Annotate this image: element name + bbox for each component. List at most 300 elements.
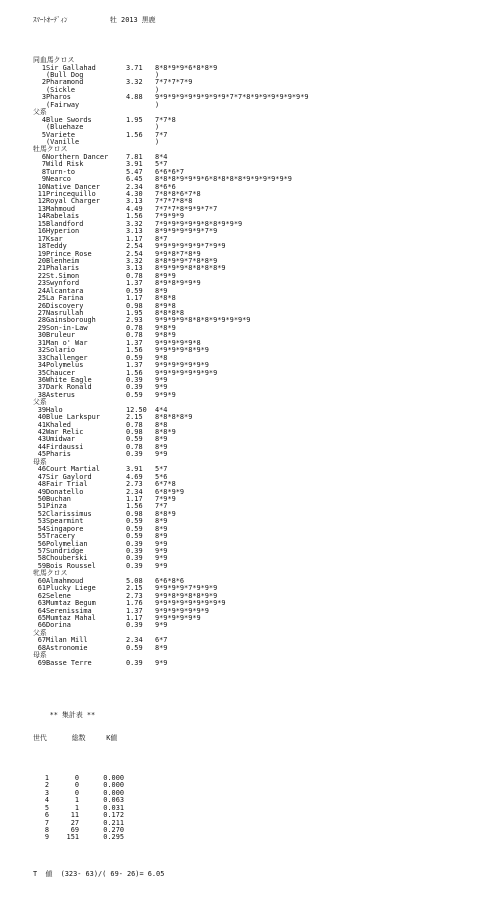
cross-pattern: 6*7*8 bbox=[155, 480, 176, 489]
generation-cell: 6 bbox=[44, 811, 49, 820]
cross-name: Khaled bbox=[46, 420, 71, 429]
cross-name: Asterus bbox=[46, 390, 76, 399]
cross-pattern: 7*9*9 bbox=[155, 494, 176, 503]
cross-value: 3.32 bbox=[126, 78, 143, 87]
cross-value: 1.56 bbox=[126, 368, 143, 377]
cross-value: 7.81 bbox=[126, 152, 143, 161]
cross-pattern: 8*8*8*8*9 bbox=[155, 413, 193, 422]
cross-pattern: 8*4 bbox=[155, 152, 168, 161]
cross-value: 1.76 bbox=[126, 599, 143, 608]
cross-value: 12.50 bbox=[126, 405, 147, 414]
cross-pattern: 8*9 bbox=[155, 286, 168, 295]
cross-name: Court Martial bbox=[46, 465, 100, 474]
cross-name: Gainsborough bbox=[46, 316, 96, 325]
cross-index: 21 bbox=[37, 264, 46, 273]
cross-pattern: 5*7 bbox=[155, 465, 168, 474]
cross-pattern: 8*8*8*8 bbox=[155, 309, 185, 318]
sub-cross-close: ) bbox=[155, 137, 160, 146]
cross-pattern: 9*8 bbox=[155, 353, 168, 362]
cross-index: 26 bbox=[37, 301, 46, 310]
cross-row bbox=[33, 496, 309, 503]
cross-name: Mumtaz Begum bbox=[46, 599, 96, 608]
summary-row bbox=[33, 775, 309, 782]
cross-name: Singapore bbox=[46, 524, 84, 533]
cross-name: Phalaris bbox=[46, 264, 80, 273]
cross-value: 2.34 bbox=[126, 636, 143, 645]
cross-pattern: 8*8*9 bbox=[155, 428, 176, 437]
cross-row bbox=[33, 563, 309, 570]
cross-value: 1.56 bbox=[126, 502, 143, 511]
summary-row bbox=[33, 827, 309, 834]
cross-index: 62 bbox=[37, 591, 46, 600]
cross-name: Tracery bbox=[46, 532, 76, 541]
cross-index: 31 bbox=[37, 338, 46, 347]
cross-index: 13 bbox=[37, 204, 46, 213]
cross-name: Swynford bbox=[46, 279, 80, 288]
cross-index: 45 bbox=[37, 450, 46, 459]
cross-index: 11 bbox=[37, 190, 46, 199]
cross-name: Solario bbox=[46, 346, 76, 355]
cross-pattern: 6*6*8*6 bbox=[155, 576, 185, 585]
cross-value: 2.15 bbox=[126, 413, 143, 422]
k-value-cell: 0.172 bbox=[103, 811, 124, 820]
k-value-cell: 0.063 bbox=[103, 796, 124, 805]
total-cell: 0 bbox=[74, 773, 79, 782]
cross-pattern: 9*8*9 bbox=[155, 323, 176, 332]
cross-name: Buchan bbox=[46, 494, 71, 503]
cross-pattern: 9*9*9*9*9*9*7*9*9 bbox=[155, 242, 226, 251]
cross-index: 44 bbox=[37, 442, 46, 451]
generation-cell: 9 bbox=[44, 833, 49, 842]
cross-name: Pinza bbox=[46, 502, 67, 511]
cross-name: Challenger bbox=[46, 353, 88, 362]
cross-name: Discovery bbox=[46, 301, 84, 310]
cross-pattern: 9*9 bbox=[155, 539, 168, 548]
k-value-cell: 0.295 bbox=[103, 833, 124, 842]
summary-row bbox=[33, 834, 309, 841]
cross-pattern: 9*9 bbox=[155, 554, 168, 563]
cross-value: 1.37 bbox=[126, 338, 143, 347]
cross-value: 0.78 bbox=[126, 271, 143, 280]
cross-name: St.Simon bbox=[46, 271, 80, 280]
k-value-cell: 0.211 bbox=[103, 818, 124, 827]
generation-cell: 3 bbox=[44, 788, 49, 797]
cross-pattern: 7*9*9*9*9*9*8*8*9*9*9 bbox=[155, 219, 243, 228]
cross-name: Plucky Liege bbox=[46, 584, 96, 593]
cross-value: 6.45 bbox=[126, 175, 143, 184]
cross-value: 3.13 bbox=[126, 264, 143, 273]
cross-pattern: 9*9 bbox=[155, 658, 168, 667]
cross-name: Spearmint bbox=[46, 517, 84, 526]
cross-value: 2.93 bbox=[126, 316, 143, 325]
cross-name: Princequillo bbox=[46, 190, 96, 199]
cross-pattern: 8*9 bbox=[155, 442, 168, 451]
generation-cell: 7 bbox=[44, 818, 49, 827]
cross-index: 15 bbox=[37, 219, 46, 228]
section-label: 牡馬クロス bbox=[33, 145, 68, 154]
cross-value: 0.59 bbox=[126, 390, 143, 399]
cross-pattern: 8*9*9*9*8*8*8*8*9 bbox=[155, 264, 226, 273]
section-label: 父系 bbox=[33, 108, 47, 117]
k-value-cell: 0.000 bbox=[103, 781, 124, 790]
summary-row bbox=[33, 782, 309, 789]
cross-value: 0.78 bbox=[126, 331, 143, 340]
cross-name: Sir Gaylord bbox=[46, 472, 92, 481]
cross-pattern: 6*8*9*9 bbox=[155, 487, 185, 496]
cross-index: 32 bbox=[37, 346, 46, 355]
cross-pattern: 7*7 bbox=[155, 130, 168, 139]
cross-pattern: 9*9 bbox=[155, 450, 168, 459]
cross-index: 60 bbox=[37, 576, 46, 585]
report-header bbox=[33, 17, 309, 24]
cross-pattern: 9*9*9*9*9*8 bbox=[155, 338, 201, 347]
cross-pattern: 7*7*7*7*9 bbox=[155, 78, 193, 87]
cross-pattern: 9*9*9*9*9*9*9*9*9*7*7*8*9*9*9*9*9*9*9 bbox=[155, 93, 309, 102]
cross-row bbox=[33, 451, 309, 458]
cross-row bbox=[33, 622, 309, 629]
cross-index: 16 bbox=[37, 227, 46, 236]
sub-cross-name: (Sickle bbox=[46, 85, 76, 94]
cross-index: 14 bbox=[37, 212, 46, 221]
cross-value: 3.13 bbox=[126, 227, 143, 236]
total-cell: 27 bbox=[70, 818, 79, 827]
cross-value: 0.59 bbox=[126, 353, 143, 362]
horse-info: 牡 2013 黒鹿 bbox=[110, 15, 156, 24]
cross-value: 3.32 bbox=[126, 256, 143, 265]
cross-name: Firdaussi bbox=[46, 442, 84, 451]
cross-index: 65 bbox=[37, 613, 46, 622]
cross-value: 3.32 bbox=[126, 219, 143, 228]
cross-pattern: 5*7 bbox=[155, 160, 168, 169]
cross-index: 9 bbox=[41, 175, 46, 184]
cross-pattern: 9*9*9*9*8*8*8*9*9*9*9*9 bbox=[155, 316, 251, 325]
cross-index: 34 bbox=[37, 361, 46, 370]
cross-value: 0.78 bbox=[126, 420, 143, 429]
cross-index: 35 bbox=[37, 368, 46, 377]
cross-pattern: 9*9*9*9*9*9*9 bbox=[155, 606, 209, 615]
cross-index: 24 bbox=[37, 286, 46, 295]
cross-index: 47 bbox=[37, 472, 46, 481]
summary-row bbox=[33, 797, 309, 804]
cross-name: Teddy bbox=[46, 242, 67, 251]
summary-row bbox=[33, 812, 309, 819]
cross-list bbox=[33, 57, 309, 667]
k-value-cell: 0.270 bbox=[103, 825, 124, 834]
total-cell: 69 bbox=[70, 825, 79, 834]
cross-value: 1.37 bbox=[126, 606, 143, 615]
cross-name: Royal Charger bbox=[46, 197, 100, 206]
cross-name: Hyperion bbox=[46, 227, 80, 236]
sub-cross-row bbox=[33, 102, 309, 109]
cross-index: 25 bbox=[37, 294, 46, 303]
cross-pattern: 7*9*9*9 bbox=[155, 212, 185, 221]
cross-index: 56 bbox=[37, 539, 46, 548]
cross-value: 1.56 bbox=[126, 130, 143, 139]
cross-name: War Relic bbox=[46, 428, 84, 437]
cross-pattern: 8*8*9*9*7*8*8*9 bbox=[155, 256, 218, 265]
section-label: 母系 bbox=[33, 457, 47, 466]
cross-row bbox=[33, 392, 309, 399]
cross-name: Northern Dancer bbox=[46, 152, 109, 161]
cross-name: Astronomie bbox=[46, 643, 88, 652]
cross-value: 1.17 bbox=[126, 613, 143, 622]
cross-name: Wild Risk bbox=[46, 160, 84, 169]
cross-pattern: 8*9 bbox=[155, 524, 168, 533]
cross-name: White Eagle bbox=[46, 375, 92, 384]
cross-name: Man o' War bbox=[46, 338, 88, 347]
cross-index: 12 bbox=[37, 197, 46, 206]
cross-name: Turn-to bbox=[46, 167, 76, 176]
cross-value: 0.39 bbox=[126, 658, 143, 667]
cross-index: 43 bbox=[37, 435, 46, 444]
cross-name: Nasrullah bbox=[46, 309, 84, 318]
cross-value: 1.37 bbox=[126, 279, 143, 288]
cross-pattern: 8*9 bbox=[155, 532, 168, 541]
cross-name: Blenheim bbox=[46, 256, 80, 265]
cross-value: 1.17 bbox=[126, 294, 143, 303]
generation-cell: 8 bbox=[44, 825, 49, 834]
cross-pattern: 4*4 bbox=[155, 405, 168, 414]
cross-index: 3 bbox=[41, 93, 46, 102]
cross-name: Bruleur bbox=[46, 331, 76, 340]
cross-value: 1.17 bbox=[126, 494, 143, 503]
cross-value: 0.78 bbox=[126, 323, 143, 332]
cross-index: 61 bbox=[37, 584, 46, 593]
cross-index: 69 bbox=[37, 658, 46, 667]
sub-cross-name: (Bull Dog bbox=[46, 71, 84, 80]
cross-pattern: 8*9 bbox=[155, 643, 168, 652]
cross-pattern: 7*7*7*8*9*9*7*7 bbox=[155, 204, 218, 213]
cross-name: Blandford bbox=[46, 219, 84, 228]
cross-name: Chaucer bbox=[46, 368, 76, 377]
cross-name: Pharamond bbox=[46, 78, 84, 87]
sub-cross-name: (Bluehaze bbox=[46, 123, 84, 132]
cross-pattern: 9*9*9 bbox=[155, 390, 176, 399]
summary-row bbox=[33, 820, 309, 827]
cross-name: Blue Larkspur bbox=[46, 413, 100, 422]
cross-name: Nearco bbox=[46, 175, 71, 184]
cross-index: 68 bbox=[37, 643, 46, 652]
header-k: K値 bbox=[106, 733, 118, 742]
cross-pattern: 9*9 bbox=[155, 383, 168, 392]
cross-pattern: 8*9*8 bbox=[155, 301, 176, 310]
cross-pattern: 5*6 bbox=[155, 472, 168, 481]
cross-pattern: 9*9*8*9*8*8*9*9 bbox=[155, 591, 218, 600]
cross-index: 23 bbox=[37, 279, 46, 288]
section-label: 父系 bbox=[33, 628, 47, 637]
sub-cross-close: ) bbox=[155, 100, 160, 109]
cross-value: 0.59 bbox=[126, 286, 143, 295]
cross-value: 0.39 bbox=[126, 554, 143, 563]
total-cell: 0 bbox=[74, 781, 79, 790]
cross-name: Variete bbox=[46, 130, 76, 139]
cross-value: 0.39 bbox=[126, 547, 143, 556]
cross-pattern: 8*9*9*9*9*9*7*9 bbox=[155, 227, 218, 236]
cross-pattern: 8*9 bbox=[155, 435, 168, 444]
cross-index: 1 bbox=[41, 63, 46, 72]
cross-index: 30 bbox=[37, 331, 46, 340]
cross-value: 0.59 bbox=[126, 517, 143, 526]
cross-value: 1.56 bbox=[126, 346, 143, 355]
cross-value: 4.30 bbox=[126, 190, 143, 199]
cross-name: Almahmoud bbox=[46, 576, 84, 585]
header-generation: 世代 bbox=[33, 733, 47, 742]
sub-cross-name: (Vanille bbox=[46, 137, 80, 146]
cross-index: 7 bbox=[41, 160, 46, 169]
cross-name: Prince Rose bbox=[46, 249, 92, 258]
cross-name: Son-in-Law bbox=[46, 323, 88, 332]
cross-value: 0.39 bbox=[126, 621, 143, 630]
cross-pattern: 7*7*8 bbox=[155, 115, 176, 124]
cross-index: 18 bbox=[37, 242, 46, 251]
total-cell: 1 bbox=[74, 803, 79, 812]
pedigree-cross-report bbox=[33, 2, 309, 901]
cross-name: Sir Gallahad bbox=[46, 63, 96, 72]
cross-value: 0.59 bbox=[126, 524, 143, 533]
cross-name: Alcantara bbox=[46, 286, 84, 295]
cross-value: 0.98 bbox=[126, 509, 143, 518]
section-label: 父系 bbox=[33, 398, 47, 407]
cross-pattern: 9*9*9*9*9*9 bbox=[155, 613, 201, 622]
cross-value: 3.91 bbox=[126, 465, 143, 474]
cross-name: Fair Trial bbox=[46, 480, 88, 489]
cross-pattern: 6*7 bbox=[155, 636, 168, 645]
cross-name: Clarissimus bbox=[46, 509, 92, 518]
cross-pattern: 6*6*6*7 bbox=[155, 167, 185, 176]
header-total: 総数 bbox=[71, 733, 86, 742]
cross-name: Serenissima bbox=[46, 606, 92, 615]
total-cell: 1 bbox=[74, 796, 79, 805]
cross-pattern: 9*9*8*7*8*9 bbox=[155, 249, 201, 258]
cross-row bbox=[33, 414, 309, 421]
sub-cross-close: ) bbox=[155, 71, 160, 80]
cross-name: Milan Mill bbox=[46, 636, 88, 645]
cross-pattern: 9*8*9 bbox=[155, 331, 176, 340]
cross-index: 38 bbox=[37, 390, 46, 399]
summary-row bbox=[33, 790, 309, 797]
cross-name: Polymelus bbox=[46, 361, 84, 370]
cross-value: 0.39 bbox=[126, 450, 143, 459]
cross-value: 1.95 bbox=[126, 115, 143, 124]
cross-index: 54 bbox=[37, 524, 46, 533]
cross-index: 53 bbox=[37, 517, 46, 526]
cross-value: 0.98 bbox=[126, 301, 143, 310]
summary-header-row bbox=[33, 735, 309, 742]
generation-cell: 5 bbox=[44, 803, 49, 812]
cross-index: 51 bbox=[37, 502, 46, 511]
cross-index: 58 bbox=[37, 554, 46, 563]
summary-title: ** 集計表 ** bbox=[49, 711, 96, 720]
cross-index: 55 bbox=[37, 532, 46, 541]
cross-pattern: 8*7 bbox=[155, 234, 168, 243]
cross-row bbox=[33, 228, 309, 235]
cross-pattern: 7*7 bbox=[155, 502, 168, 511]
cross-index: 29 bbox=[37, 323, 46, 332]
cross-pattern: 7*7*7*8*8 bbox=[155, 197, 193, 206]
cross-name: Native Dancer bbox=[46, 182, 100, 191]
cross-pattern: 9*9*9*9*7*9*9*9 bbox=[155, 584, 218, 593]
cross-index: 63 bbox=[37, 599, 46, 608]
t-value-line: T 値 (323- 63)/( 69- 26)= 6.05 bbox=[33, 869, 165, 878]
cross-name: Pharis bbox=[46, 450, 71, 459]
cross-name: Dorina bbox=[46, 621, 71, 630]
cross-pattern: 9*9*9*9*9*9*9 bbox=[155, 361, 209, 370]
cross-name: Blue Swords bbox=[46, 115, 92, 124]
cross-pattern: 9*9 bbox=[155, 621, 168, 630]
cross-value: 2.73 bbox=[126, 480, 143, 489]
cross-row bbox=[33, 444, 309, 451]
cross-value: 0.39 bbox=[126, 561, 143, 570]
cross-index: 10 bbox=[37, 182, 46, 191]
cross-row bbox=[33, 660, 309, 667]
cross-value: 5.47 bbox=[126, 167, 143, 176]
cross-value: 1.56 bbox=[126, 212, 143, 221]
cross-pattern: 9*9 bbox=[155, 547, 168, 556]
cross-index: 41 bbox=[37, 420, 46, 429]
cross-index: 33 bbox=[37, 353, 46, 362]
total-cell: 11 bbox=[70, 811, 79, 820]
cross-pattern: 8*8*9*9*6*8*8*9 bbox=[155, 63, 218, 72]
k-value-cell: 0.000 bbox=[103, 773, 124, 782]
cross-row bbox=[33, 645, 309, 652]
cross-pattern: 9*9*9*9*9*9*9*9*9 bbox=[155, 599, 226, 608]
cross-pattern: 8*8*8 bbox=[155, 294, 176, 303]
cross-index: 20 bbox=[37, 256, 46, 265]
cross-index: 37 bbox=[37, 383, 46, 392]
cross-value: 3.91 bbox=[126, 160, 143, 169]
cross-name: Mahmoud bbox=[46, 204, 76, 213]
generation-cell: 1 bbox=[44, 773, 49, 782]
cross-value: 4.49 bbox=[126, 204, 143, 213]
cross-value: 0.98 bbox=[126, 428, 143, 437]
cross-index: 6 bbox=[41, 152, 46, 161]
cross-pattern: 8*9*9 bbox=[155, 271, 176, 280]
horse-name: ｽﾏｰﾄｵｰﾃﾞｨﾝ bbox=[33, 15, 68, 24]
cross-value: 0.39 bbox=[126, 375, 143, 384]
cross-pattern: 9*9*9*9*9*9*9*9 bbox=[155, 368, 218, 377]
cross-name: Rabelais bbox=[46, 212, 80, 221]
cross-index: 36 bbox=[37, 375, 46, 384]
cross-value: 2.73 bbox=[126, 591, 143, 600]
cross-pattern: 8*6*6 bbox=[155, 182, 176, 191]
cross-index: 2 bbox=[41, 78, 46, 87]
cross-index: 67 bbox=[37, 636, 46, 645]
sub-cross-close: ) bbox=[155, 85, 160, 94]
cross-value: 1.17 bbox=[126, 234, 143, 243]
cross-name: Sundridge bbox=[46, 547, 84, 556]
cross-value: 0.59 bbox=[126, 643, 143, 652]
cross-name: La Farina bbox=[46, 294, 84, 303]
cross-value: 3.71 bbox=[126, 63, 143, 72]
sub-cross-close: ) bbox=[155, 123, 160, 132]
cross-value: 1.95 bbox=[126, 309, 143, 318]
cross-pattern: 7*8*8*6*7*8 bbox=[155, 190, 201, 199]
cross-index: 57 bbox=[37, 547, 46, 556]
cross-index: 27 bbox=[37, 309, 46, 318]
cross-index: 42 bbox=[37, 428, 46, 437]
cross-index: 19 bbox=[37, 249, 46, 258]
total-cell: 0 bbox=[74, 788, 79, 797]
summary-row bbox=[33, 805, 309, 812]
cross-pattern: 8*8 bbox=[155, 420, 168, 429]
cross-value: 2.34 bbox=[126, 487, 143, 496]
cross-pattern: 8*9 bbox=[155, 517, 168, 526]
cross-name: Bois Roussel bbox=[46, 561, 96, 570]
cross-name: Dark Ronald bbox=[46, 383, 92, 392]
generation-cell: 2 bbox=[44, 781, 49, 790]
cross-index: 66 bbox=[37, 621, 46, 630]
total-cell: 151 bbox=[66, 833, 79, 842]
